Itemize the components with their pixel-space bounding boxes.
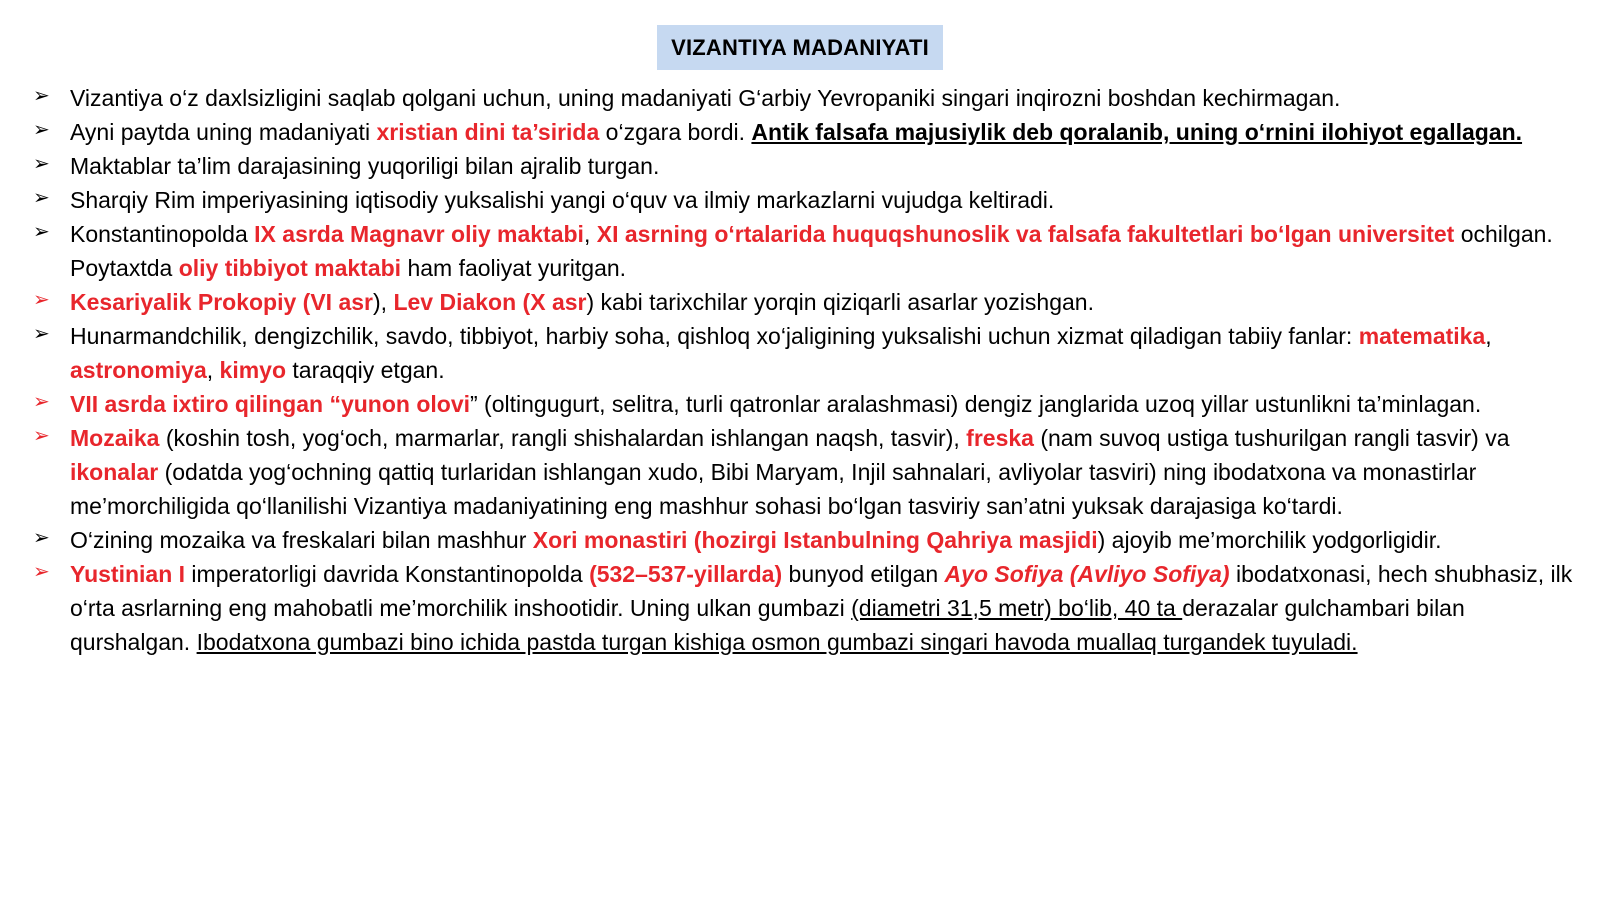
text-segment: (nam suvoq ustiga tushurilgan rangli tasvir) va: [1033, 425, 1510, 451]
text-segment: ibodatxonasi, hech shubhasiz, ilk o‘rta asrlarning eng mahobatli me’morchilik inshootidir. Uning ulkan gumbazi: [70, 561, 1573, 621]
highlighted-text: Ayo Sofiya (Avliyo Sofiya): [944, 561, 1230, 587]
bullet-item: [33, 319, 1573, 387]
bullet-item: [33, 115, 1573, 149]
highlighted-text: astronomiya: [70, 357, 207, 383]
highlighted-text: Mozaika: [70, 425, 160, 451]
text-segment: ham faoliyat yuritgan.: [401, 255, 627, 281]
arrow-bullet-icon: ➢: [33, 289, 50, 311]
text-segment: ) ajoyib me’morchilik yodgorligidir.: [1097, 527, 1442, 553]
bullet-item: [33, 387, 1573, 421]
highlighted-text: Ibodatxona gumbazi bino ichida pastda turgan kishiga osmon gumbazi singari havoda muallaq turgandek tuyuladi.: [196, 629, 1358, 655]
highlighted-text: Lev Diakon (X asr: [393, 289, 587, 315]
text-segment: ” (oltingugurt, selitra, turli qatronlar aralashmasi) dengiz janglarida uzoq yillar ustunlikni ta’minlagan.: [470, 391, 1482, 417]
highlighted-text: VII asrda ixtiro qilingan “yunon olovi: [70, 391, 470, 417]
arrow-bullet-icon: ➢: [33, 425, 50, 447]
text-segment: bunyod etilgan: [782, 561, 945, 587]
highlighted-text: XI asrning o‘rtalarida huquqshunoslik va falsafa fakultetlari bo‘lgan universitet: [596, 221, 1455, 247]
bullet-item: [33, 557, 1573, 659]
bullet-item: [33, 523, 1573, 557]
highlighted-text: kimyo: [219, 357, 287, 383]
text-segment: imperatorligi davrida Konstantinopolda: [185, 561, 590, 587]
arrow-bullet-icon: ➢: [33, 221, 50, 243]
highlighted-text: xristian dini ta’sirida: [376, 119, 600, 145]
text-segment: ,: [206, 357, 220, 383]
highlighted-text: ikonalar: [70, 459, 159, 485]
highlighted-text: IX asrda Magnavr oliy maktabi: [254, 221, 584, 247]
text-segment: ,: [583, 221, 597, 247]
text-segment: ) kabi tarixchilar yorqin qiziqarli asarlar yozishgan.: [586, 289, 1094, 315]
bullet-item: [33, 217, 1573, 285]
text-segment: O‘zining mozaika va freskalari bilan mashhur: [70, 527, 533, 553]
bullet-item: [33, 81, 1573, 115]
highlighted-text: oliy tibbiyot maktabi: [178, 255, 402, 281]
text-segment: Ayni paytda uning madaniyati: [70, 119, 377, 145]
arrow-bullet-icon: ➢: [33, 153, 50, 175]
bullet-item: [33, 421, 1573, 523]
bullet-item: [33, 183, 1573, 217]
bullet-list: [33, 81, 1573, 659]
arrow-bullet-icon: ➢: [33, 323, 50, 345]
highlighted-text: Yustinian I: [70, 561, 186, 587]
arrow-bullet-icon: ➢: [33, 85, 50, 107]
text-segment: taraqqiy etgan.: [286, 357, 445, 383]
title-container: [0, 25, 1600, 70]
highlighted-text: Xori monastiri (hozirgi Istanbulning Qahriya masjidi: [532, 527, 1098, 553]
text-segment: Vizantiya o‘z daxlsizligini saqlab qolgani uchun, uning madaniyati G‘arbiy Yevropaniki singari inqirozni boshdan kechirmagan.: [70, 85, 1341, 111]
text-segment: (odatda yog‘ochning qattiq turlaridan ishlangan xudo, Bibi Maryam, Injil sahnalari, avliyolar tasviri) ning ibodatxona va monastirlar me’morchiligida qo‘llanilishi Vizantiya madaniyatining eng mashhur sohasi bo‘lgan tasviriy san’atni yuksak darajasiga ko‘tardi.: [70, 459, 1477, 519]
text-segment: o‘zgara bordi.: [599, 119, 752, 145]
arrow-bullet-icon: ➢: [33, 391, 50, 413]
arrow-bullet-icon: ➢: [33, 119, 50, 141]
arrow-bullet-icon: ➢: [33, 187, 50, 209]
highlighted-text: (diametri 31,5 metr) bo‘lib, 40 ta: [851, 595, 1183, 621]
highlighted-text: Kesariyalik Prokopiy (VI asr: [70, 289, 373, 315]
text-segment: (koshin tosh, yog‘och, marmarlar, rangli shishalardan ishlangan naqsh, tasvir),: [159, 425, 967, 451]
arrow-bullet-icon: ➢: [33, 561, 50, 583]
highlighted-text: Antik falsafa majusiylik deb qoralanib, uning o‘rnini ilohiyot egallagan.: [751, 119, 1523, 145]
slide-title: VIZANTIYA MADANIYATI: [657, 25, 943, 70]
text-segment: Maktablar ta’lim darajasining yuqoriligi bilan ajralib turgan.: [70, 153, 660, 179]
text-segment: Sharqiy Rim imperiyasining iqtisodiy yuksalishi yangi o‘quv va ilmiy markazlarni vujudga keltiradi.: [70, 187, 1055, 213]
bullet-item: [33, 149, 1573, 183]
text-segment: ),: [373, 289, 394, 315]
text-segment: Konstantinopolda: [70, 221, 255, 247]
highlighted-text: (532–537-yillarda): [589, 561, 783, 587]
highlighted-text: matematika: [1358, 323, 1486, 349]
bullet-item: [33, 285, 1573, 319]
highlighted-text: freska: [966, 425, 1034, 451]
text-segment: Hunarmandchilik, dengizchilik, savdo, tibbiyot, harbiy soha, qishloq xo‘jaligining yuksalishi uchun xizmat qiladigan tabiiy fanlar:: [70, 323, 1359, 349]
arrow-bullet-icon: ➢: [33, 527, 50, 549]
text-segment: ,: [1485, 323, 1492, 349]
text-segment: ochilgan. Poytaxtda: [70, 221, 1553, 281]
text-segment: derazalar gulchambari bilan qurshalgan.: [70, 595, 1465, 655]
